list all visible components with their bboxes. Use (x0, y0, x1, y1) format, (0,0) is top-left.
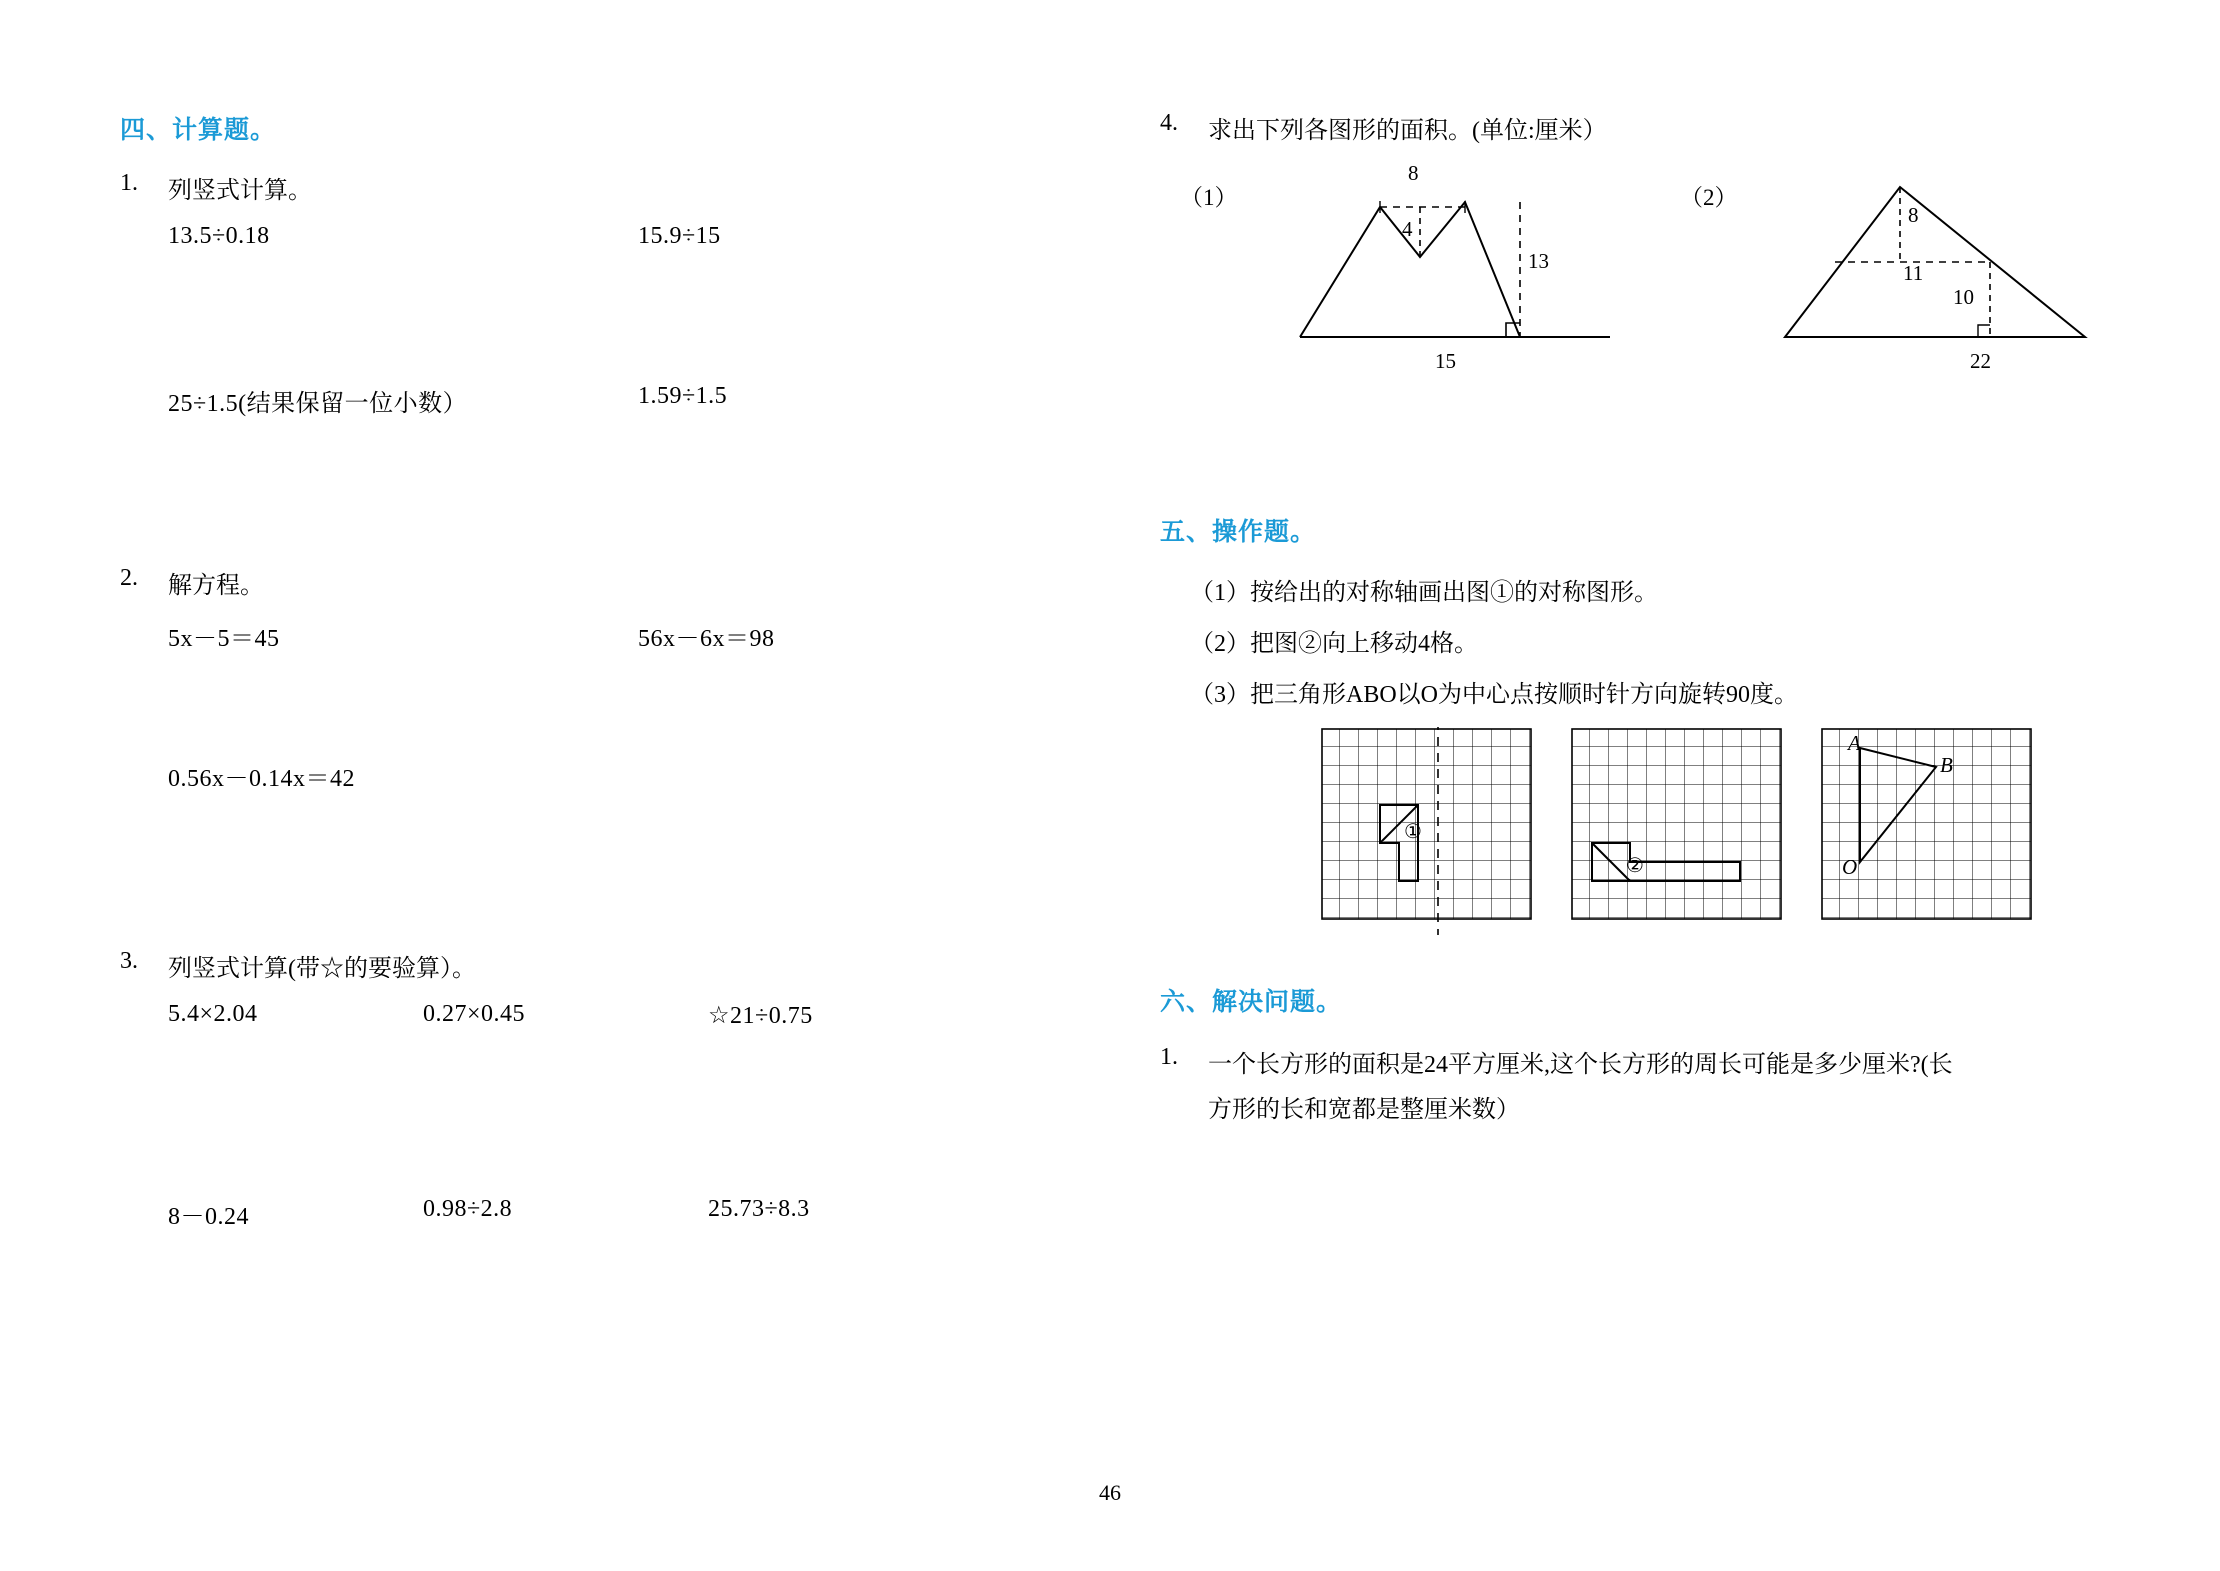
question-1-line-2 (168, 383, 1070, 423)
expression: 0.56x－0.14x＝42 (168, 766, 355, 792)
question-4-text: 求出下列各图形的面积。(单位:厘米） (1208, 118, 1607, 144)
question-4 (1160, 110, 2110, 145)
left-column (120, 110, 1070, 1236)
expression: 25÷1.5(结果保留一位小数） (168, 391, 468, 417)
grid-1[interactable] (1320, 727, 1550, 937)
figure-1-dim-base: 15 (1435, 349, 1456, 373)
section-heading-6: 六、解决问题。 (1160, 988, 1343, 1016)
section-6-question-1 (1160, 1044, 2110, 1124)
expression: 5.4×2.04 (168, 1001, 258, 1027)
section-6-question-1-line-1: 一个长方形的面积是24平方厘米,这个长方形的周长可能是多少厘米?(长 (1208, 1052, 1953, 1078)
figure-2-dim-upper: 8 (1908, 203, 1919, 227)
figure-1-dim-top: 8 (1408, 161, 1419, 185)
section-6-question-1-line-2: 方形的长和宽都是整厘米数） (1208, 1097, 1520, 1123)
question-3-line-1 (168, 1001, 1070, 1041)
page-number: 46 (1099, 1480, 1121, 1505)
question-2-line-2 (168, 758, 1070, 798)
question-2-number: 2. (120, 565, 138, 591)
right-column (1160, 110, 2110, 1124)
work-space (120, 1041, 1070, 1196)
figure-2-label: （2） (1680, 185, 1738, 210)
work-space (120, 423, 1070, 543)
question-2 (120, 565, 1070, 600)
figure-1-dim-notch: 4 (1402, 217, 1413, 241)
section-5-grids (1320, 727, 2110, 942)
question-1 (120, 170, 1070, 205)
section-heading-4: 四、计算题。 (120, 116, 277, 144)
expression: 8－0.24 (168, 1204, 249, 1230)
question-1-line-1 (168, 223, 1070, 263)
question-3-number: 3. (120, 948, 138, 974)
grid-1-shape-label: ① (1404, 821, 1422, 843)
expression: 15.9÷15 (638, 223, 721, 249)
grid-3-label-a: A (1848, 731, 1861, 755)
question-1-text: 列竖式计算。 (168, 178, 312, 204)
figure-1 (1290, 161, 1630, 373)
question-3 (120, 948, 1070, 983)
section-heading-5: 五、操作题。 (1160, 518, 1317, 546)
figure-2 (1775, 167, 2105, 373)
expression: ☆21÷0.75 (708, 1003, 813, 1029)
expression: 0.98÷2.8 (423, 1196, 513, 1222)
question-4-figures (1160, 157, 2110, 377)
expression: 13.5÷0.18 (168, 223, 270, 249)
grid-2-shape-label: ② (1626, 855, 1644, 877)
expression: 0.27×0.45 (423, 1001, 526, 1027)
expression: 56x－6x＝98 (638, 626, 775, 652)
figure-2-dim-lower: 10 (1953, 285, 1974, 309)
instruction-line: （1）按给出的对称轴画出图①的对称图形。 (1190, 580, 1658, 606)
question-2-text: 解方程。 (168, 573, 264, 599)
expression: 5x－5＝45 (168, 626, 280, 652)
figure-1-label: （1） (1180, 185, 1238, 210)
grid-3-label-o: O (1842, 855, 1858, 879)
question-1-number: 1. (120, 170, 138, 196)
grid-2[interactable] (1570, 727, 1800, 937)
expression: 1.59÷1.5 (638, 383, 728, 409)
grid-3[interactable] (1820, 727, 2050, 937)
work-space (120, 658, 1070, 758)
instruction-line: （2）把图②向上移动4格。 (1190, 631, 1478, 657)
figure-2-dim-base: 22 (1970, 349, 1991, 373)
work-space (120, 798, 1070, 948)
figure-1-dim-height: 13 (1528, 249, 1549, 273)
question-3-line-2 (168, 1196, 1070, 1236)
figure-2-dim-mid: 11 (1903, 261, 1924, 285)
expression: 25.73÷8.3 (708, 1196, 810, 1222)
instruction-line: （3）把三角形ABO以O为中心点按顺时针方向旋转90度。 (1190, 682, 1799, 708)
question-4-number: 4. (1160, 110, 1178, 136)
work-space (120, 263, 1070, 383)
section-6-question-1-number: 1. (1160, 1044, 1178, 1070)
section-5-instructions (1160, 572, 2110, 709)
question-2-line-1 (168, 618, 1070, 658)
grid-3-label-b: B (1940, 753, 1953, 777)
question-3-text: 列竖式计算(带☆的要验算）。 (168, 956, 476, 982)
